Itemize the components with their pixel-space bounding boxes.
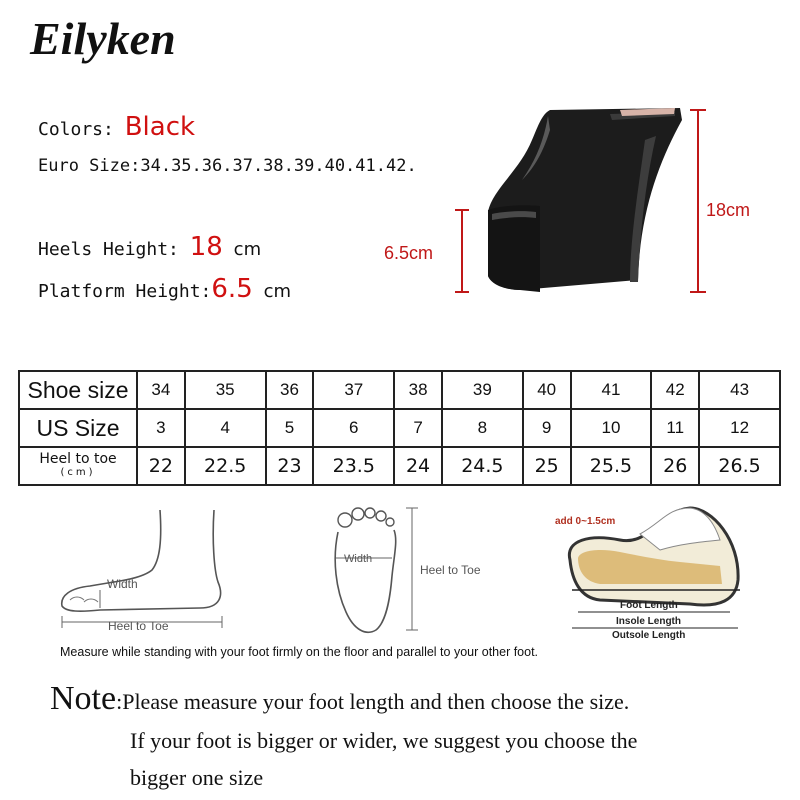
heel-to-toe-label-1: Heel to Toe (108, 619, 169, 633)
table-cell: 24.5 (442, 447, 523, 485)
note-text-1: :Please measure your foot length and then choose the size. (116, 689, 630, 714)
colors-label: Colors: (38, 119, 114, 140)
total-dim-label: 18cm (706, 200, 751, 220)
table-cell: 26.5 (699, 447, 780, 485)
table-cell: 11 (651, 409, 699, 447)
euro-value: 34.35.36.37.38.39.40.41.42. (140, 156, 417, 176)
row-header-us-size: US Size (19, 409, 137, 447)
platform-unit: cm (263, 281, 292, 302)
table-cell: 34 (137, 371, 185, 409)
spec-colors (38, 112, 195, 142)
note-line-1 (50, 680, 629, 718)
foot-top-diagram (335, 508, 481, 632)
outsole-length-label: Outsole Length (612, 630, 686, 641)
platform-dim-label: 6.5cm (384, 243, 434, 263)
table-cell: 43 (699, 371, 780, 409)
table-cell: 40 (523, 371, 571, 409)
foot-side-diagram (62, 510, 222, 633)
platform-dim-marker (440, 100, 520, 300)
table-cell: 39 (442, 371, 523, 409)
platform-label: Platform Height: (38, 281, 212, 302)
width-label-2: Width (344, 553, 373, 565)
size-chart-table (18, 370, 781, 486)
platform-value: 6.5 (211, 274, 253, 304)
table-cell: 24 (394, 447, 442, 485)
table-cell: 8 (442, 409, 523, 447)
table-cell: 3 (137, 409, 185, 447)
table-cell: 4 (185, 409, 266, 447)
table-cell: 38 (394, 371, 442, 409)
width-label-1: Width (107, 577, 138, 591)
heel-to-toe-label: Heel to toe (39, 451, 117, 467)
table-row (19, 447, 780, 485)
table-cell: 12 (699, 409, 780, 447)
table-cell: 9 (523, 409, 571, 447)
table-cell: 5 (266, 409, 314, 447)
heel-value: 18 (189, 232, 223, 262)
spec-platform-height (38, 274, 291, 304)
table-cell: 7 (394, 409, 442, 447)
colors-value: Black (124, 112, 196, 142)
row-header-shoe-size: Shoe size (19, 371, 137, 409)
heel-label: Heels Height: (38, 239, 179, 260)
table-cell: 35 (185, 371, 266, 409)
foot-length-label: Foot Length (620, 600, 678, 611)
euro-label: Euro Size: (38, 156, 141, 176)
heel-to-toe-label-2: Heel to Toe (420, 563, 481, 577)
heel-unit: cm (233, 239, 262, 260)
note-text-2: If your foot is bigger or wider, we suggest you choose the (130, 728, 638, 753)
insole-length-label: Insole Length (616, 616, 681, 627)
table-cell: 25 (523, 447, 571, 485)
table-cell: 23 (266, 447, 314, 485)
brand-logo: Eilyken (30, 13, 176, 64)
note-text-3: bigger one size (130, 765, 264, 790)
table-cell: 22 (137, 447, 185, 485)
measure-instruction: Measure while standing with your foot firmly on the floor and parallel to your other foot. (60, 645, 539, 659)
table-cell: 6 (313, 409, 394, 447)
spec-heel-height (38, 232, 261, 262)
table-cell: 25.5 (571, 447, 652, 485)
row-header-heel-to-toe (19, 447, 137, 485)
table-cell: 36 (266, 371, 314, 409)
foot-in-shoe-diagram (555, 508, 740, 641)
table-cell: 37 (313, 371, 394, 409)
spec-euro-size (38, 156, 417, 176)
table-cell: 42 (651, 371, 699, 409)
table-row (19, 371, 780, 409)
add-length-label: add 0~1.5cm (555, 516, 616, 527)
table-cell: 41 (571, 371, 652, 409)
table-cell: 23.5 (313, 447, 394, 485)
table-cell: 10 (571, 409, 652, 447)
table-cell: 22.5 (185, 447, 266, 485)
heel-to-toe-unit: (cm) (60, 467, 96, 478)
note-label: Note (50, 680, 117, 717)
table-row (19, 409, 780, 447)
table-cell: 26 (651, 447, 699, 485)
